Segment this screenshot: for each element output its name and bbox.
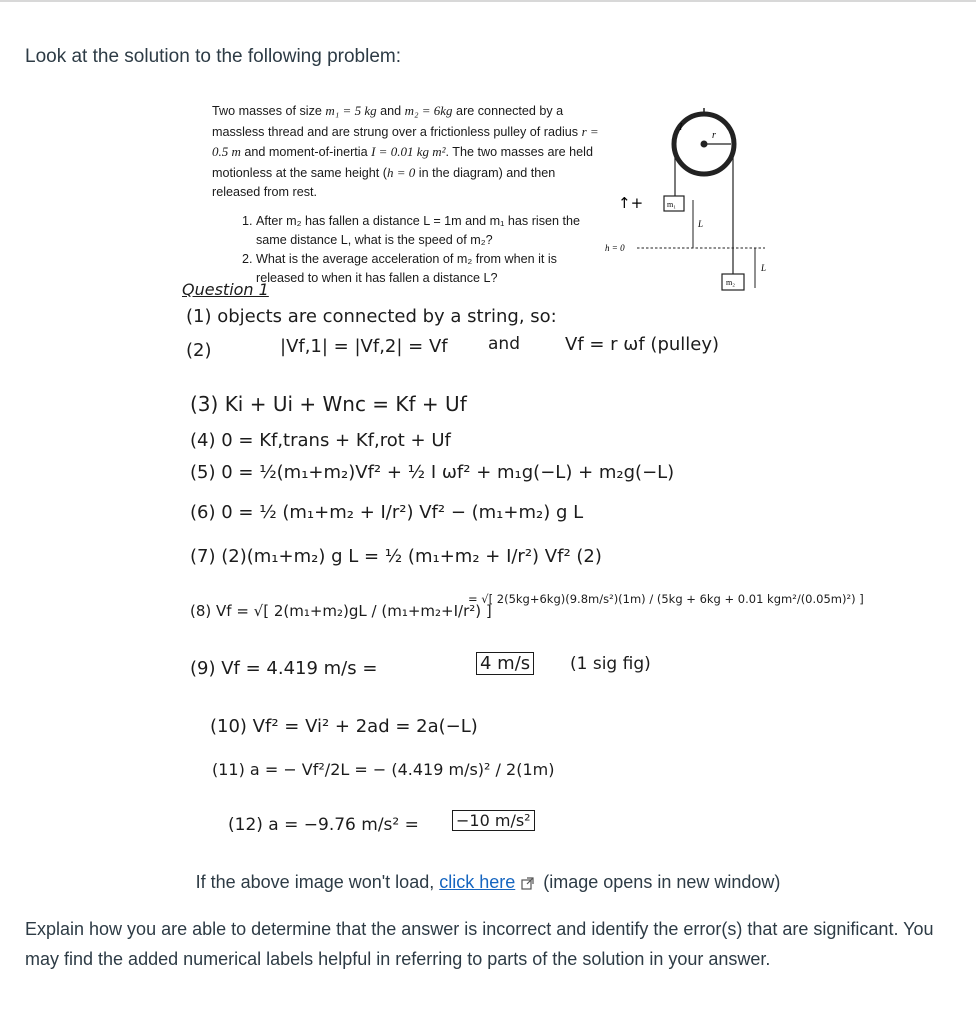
external-link-icon: [521, 874, 534, 895]
solution-line-2-and: and: [488, 334, 520, 354]
click-here-link[interactable]: click here: [439, 872, 516, 892]
solution-line-9-sigfig: (1 sig fig): [570, 654, 651, 674]
answer-box-speed: 4 m/s: [476, 652, 534, 675]
solution-line-1: (1) objects are connected by a string, so:: [186, 306, 557, 327]
inertia-label: I: [679, 122, 683, 133]
solution-line-12: (12) a = −9.76 m/s² =: [228, 815, 419, 835]
question-1-heading: Question 1: [182, 280, 269, 299]
problem-paragraph: Two masses of size m₁ = 5 kg and m₂ = 6kg are connected by a massless thread and are strung over a frictionless pulley of radius r = 0.5 m and moment-of-inertia I = 0.01 kg m². The two masses are held motionless at the same height (h = 0 in the diagram) and then released from rest.: [212, 103, 599, 199]
answer-box-acceleration: −10 m/s²: [452, 810, 535, 831]
height-zero-label: h = 0: [605, 243, 625, 253]
positive-direction-arrow: ↑+: [618, 194, 644, 212]
solution-line-9: (9) Vf = 4.419 m/s =: [190, 658, 378, 679]
L-label-lower: L: [761, 263, 767, 273]
radius-label: r: [712, 130, 716, 141]
solution-line-7: (7) (2)(m₁+m₂) g L = ½ (m₁+m₂ + I/r²) Vf² (2): [190, 546, 602, 567]
intro-text: Look at the solution to the following problem:: [25, 46, 402, 67]
solution-line-2-pulley: Vf = r ωf (pulley): [565, 334, 720, 355]
mass-2-label: m₂: [726, 278, 736, 287]
image-fallback-caption: If the above image won't load, click here (image opens in new window): [0, 872, 976, 895]
problem-question-1: 1. After m₂ has fallen a distance L = 1m and m₁ has risen the same distance L, what is the speed of m₂?: [256, 212, 602, 250]
solution-line-6: (6) 0 = ½ (m₁+m₂ + I/r²) Vf² − (m₁+m₂) g L: [190, 502, 584, 523]
explain-prompt: Explain how you are able to determine that the answer is incorrect and identify the error(s) that are significant. You may find the added numerical labels helpful in referring to parts of the solution in your answer.: [25, 919, 934, 969]
L-label-upper: L: [698, 219, 704, 229]
solution-line-2-number: (2): [186, 340, 212, 361]
solution-line-5: (5) 0 = ½(m₁+m₂)Vf² + ½ I ωf² + m₁g(−L) + m₂g(−L): [190, 462, 675, 483]
top-divider: [0, 0, 976, 2]
solution-line-10: (10) Vf² = Vi² + 2ad = 2a(−L): [210, 716, 478, 737]
pulley-diagram: [595, 108, 785, 298]
problem-questions: [212, 212, 602, 288]
solution-line-8-symbolic: (8) Vf = √[ 2(m₁+m₂)gL / (m₁+m₂+I/r²) ]: [190, 602, 492, 620]
solution-line-2-velocity: |Vf,1| = |Vf,2| = Vf: [280, 336, 448, 357]
problem-statement: [212, 101, 602, 288]
solution-line-4: (4) 0 = Kf,trans + Kf,rot + Uf: [190, 430, 451, 451]
mass-1-label: m₁: [667, 200, 677, 209]
problem-question-2: 2. What is the average acceleration of m₂ from when it is released to when it has fallen a distance L?: [256, 250, 602, 288]
solution-line-8-numeric: = √[ 2(5kg+6kg)(9.8m/s²)(1m) / (5kg + 6kg + 0.01 kgm²/(0.05m)²) ]: [468, 592, 864, 606]
solution-line-3: (3) Ki + Ui + Wnc = Kf + Uf: [190, 392, 467, 416]
solution-line-11: (11) a = − Vf²/2L = − (4.419 m/s)² / 2(1m): [212, 760, 555, 779]
